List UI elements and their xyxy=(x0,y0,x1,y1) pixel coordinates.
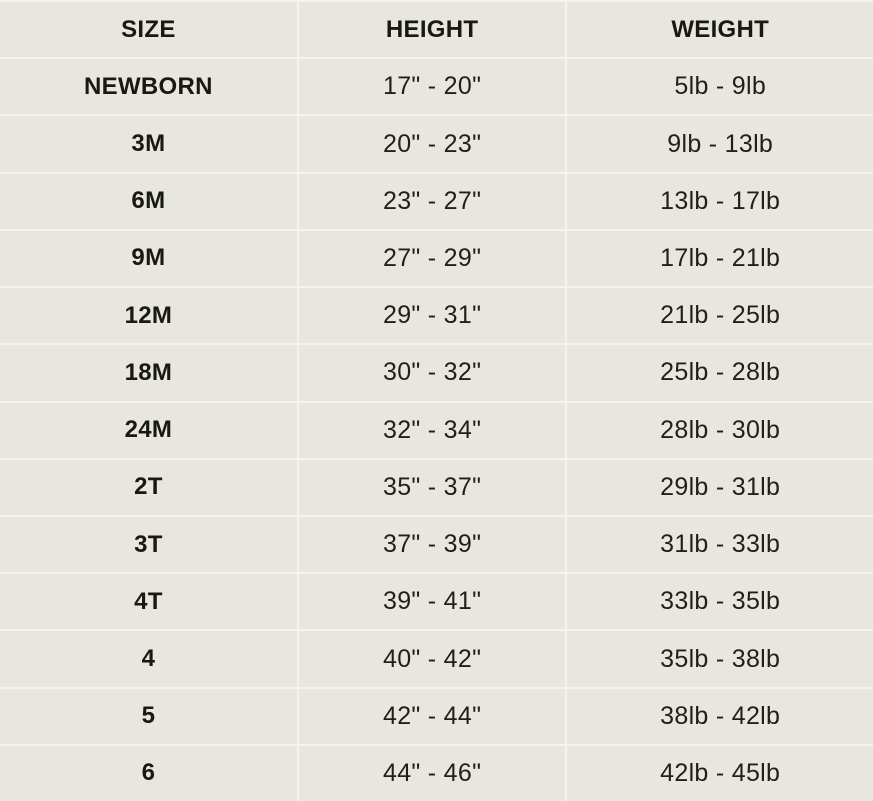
weight-cell: 31lb - 33lb xyxy=(660,530,781,559)
size-cell: 24M xyxy=(124,416,173,444)
size-cell: 12M xyxy=(124,301,173,329)
height-cell: 27" - 29" xyxy=(297,231,568,286)
weight-cell: 21lb - 25lb xyxy=(660,301,781,330)
table-row xyxy=(0,229,873,286)
size-cell: 18M xyxy=(124,358,173,386)
weight-cell: 28lb - 30lb xyxy=(660,415,781,444)
size-cell: 4T xyxy=(134,587,163,615)
table-row xyxy=(0,286,873,343)
size-cell: 3T xyxy=(134,530,163,558)
weight-cell: 13lb - 17lb xyxy=(660,186,781,215)
table-row xyxy=(0,172,873,229)
column-header-weight: WEIGHT xyxy=(671,15,770,43)
height-cell: 39" - 41" xyxy=(297,574,568,629)
weight-cell: 25lb - 28lb xyxy=(660,358,781,387)
size-cell: 6 xyxy=(141,759,156,787)
table-row xyxy=(0,114,873,171)
table-row xyxy=(0,57,873,114)
weight-cell: 29lb - 31lb xyxy=(660,472,781,501)
weight-cell: 38lb - 42lb xyxy=(660,701,781,730)
weight-cell: 42lb - 45lb xyxy=(660,758,781,787)
table-row xyxy=(0,515,873,572)
size-cell: 6M xyxy=(131,187,166,215)
height-cell: 42" - 44" xyxy=(297,689,568,744)
weight-cell: 9lb - 13lb xyxy=(667,129,774,158)
height-cell: 37" - 39" xyxy=(297,517,568,572)
size-cell: 5 xyxy=(141,702,156,730)
table-row xyxy=(0,343,873,400)
size-cell: 3M xyxy=(131,130,166,158)
weight-cell: 33lb - 35lb xyxy=(660,587,781,616)
column-header-height: HEIGHT xyxy=(297,2,568,57)
height-cell: 32" - 34" xyxy=(297,403,568,458)
weight-cell: 35lb - 38lb xyxy=(660,644,781,673)
table-row xyxy=(0,401,873,458)
table-header-row xyxy=(0,2,873,57)
height-cell: 40" - 42" xyxy=(297,631,568,686)
table-row xyxy=(0,458,873,515)
weight-cell: 17lb - 21lb xyxy=(660,243,781,272)
height-cell: 35" - 37" xyxy=(297,460,568,515)
table-row xyxy=(0,744,873,801)
height-cell: 30" - 32" xyxy=(297,345,568,400)
height-cell: 23" - 27" xyxy=(297,174,568,229)
height-cell: 29" - 31" xyxy=(297,288,568,343)
height-cell: 44" - 46" xyxy=(297,746,568,801)
table-row xyxy=(0,687,873,744)
size-cell: NEWBORN xyxy=(84,72,213,100)
column-header-size: SIZE xyxy=(121,15,176,43)
table-row xyxy=(0,629,873,686)
height-cell: 20" - 23" xyxy=(297,116,568,171)
height-cell: 17" - 20" xyxy=(297,59,568,114)
weight-cell: 5lb - 9lb xyxy=(674,72,767,101)
table-row xyxy=(0,572,873,629)
size-cell: 9M xyxy=(131,244,166,272)
size-cell: 4 xyxy=(141,645,156,673)
size-cell: 2T xyxy=(134,473,163,501)
